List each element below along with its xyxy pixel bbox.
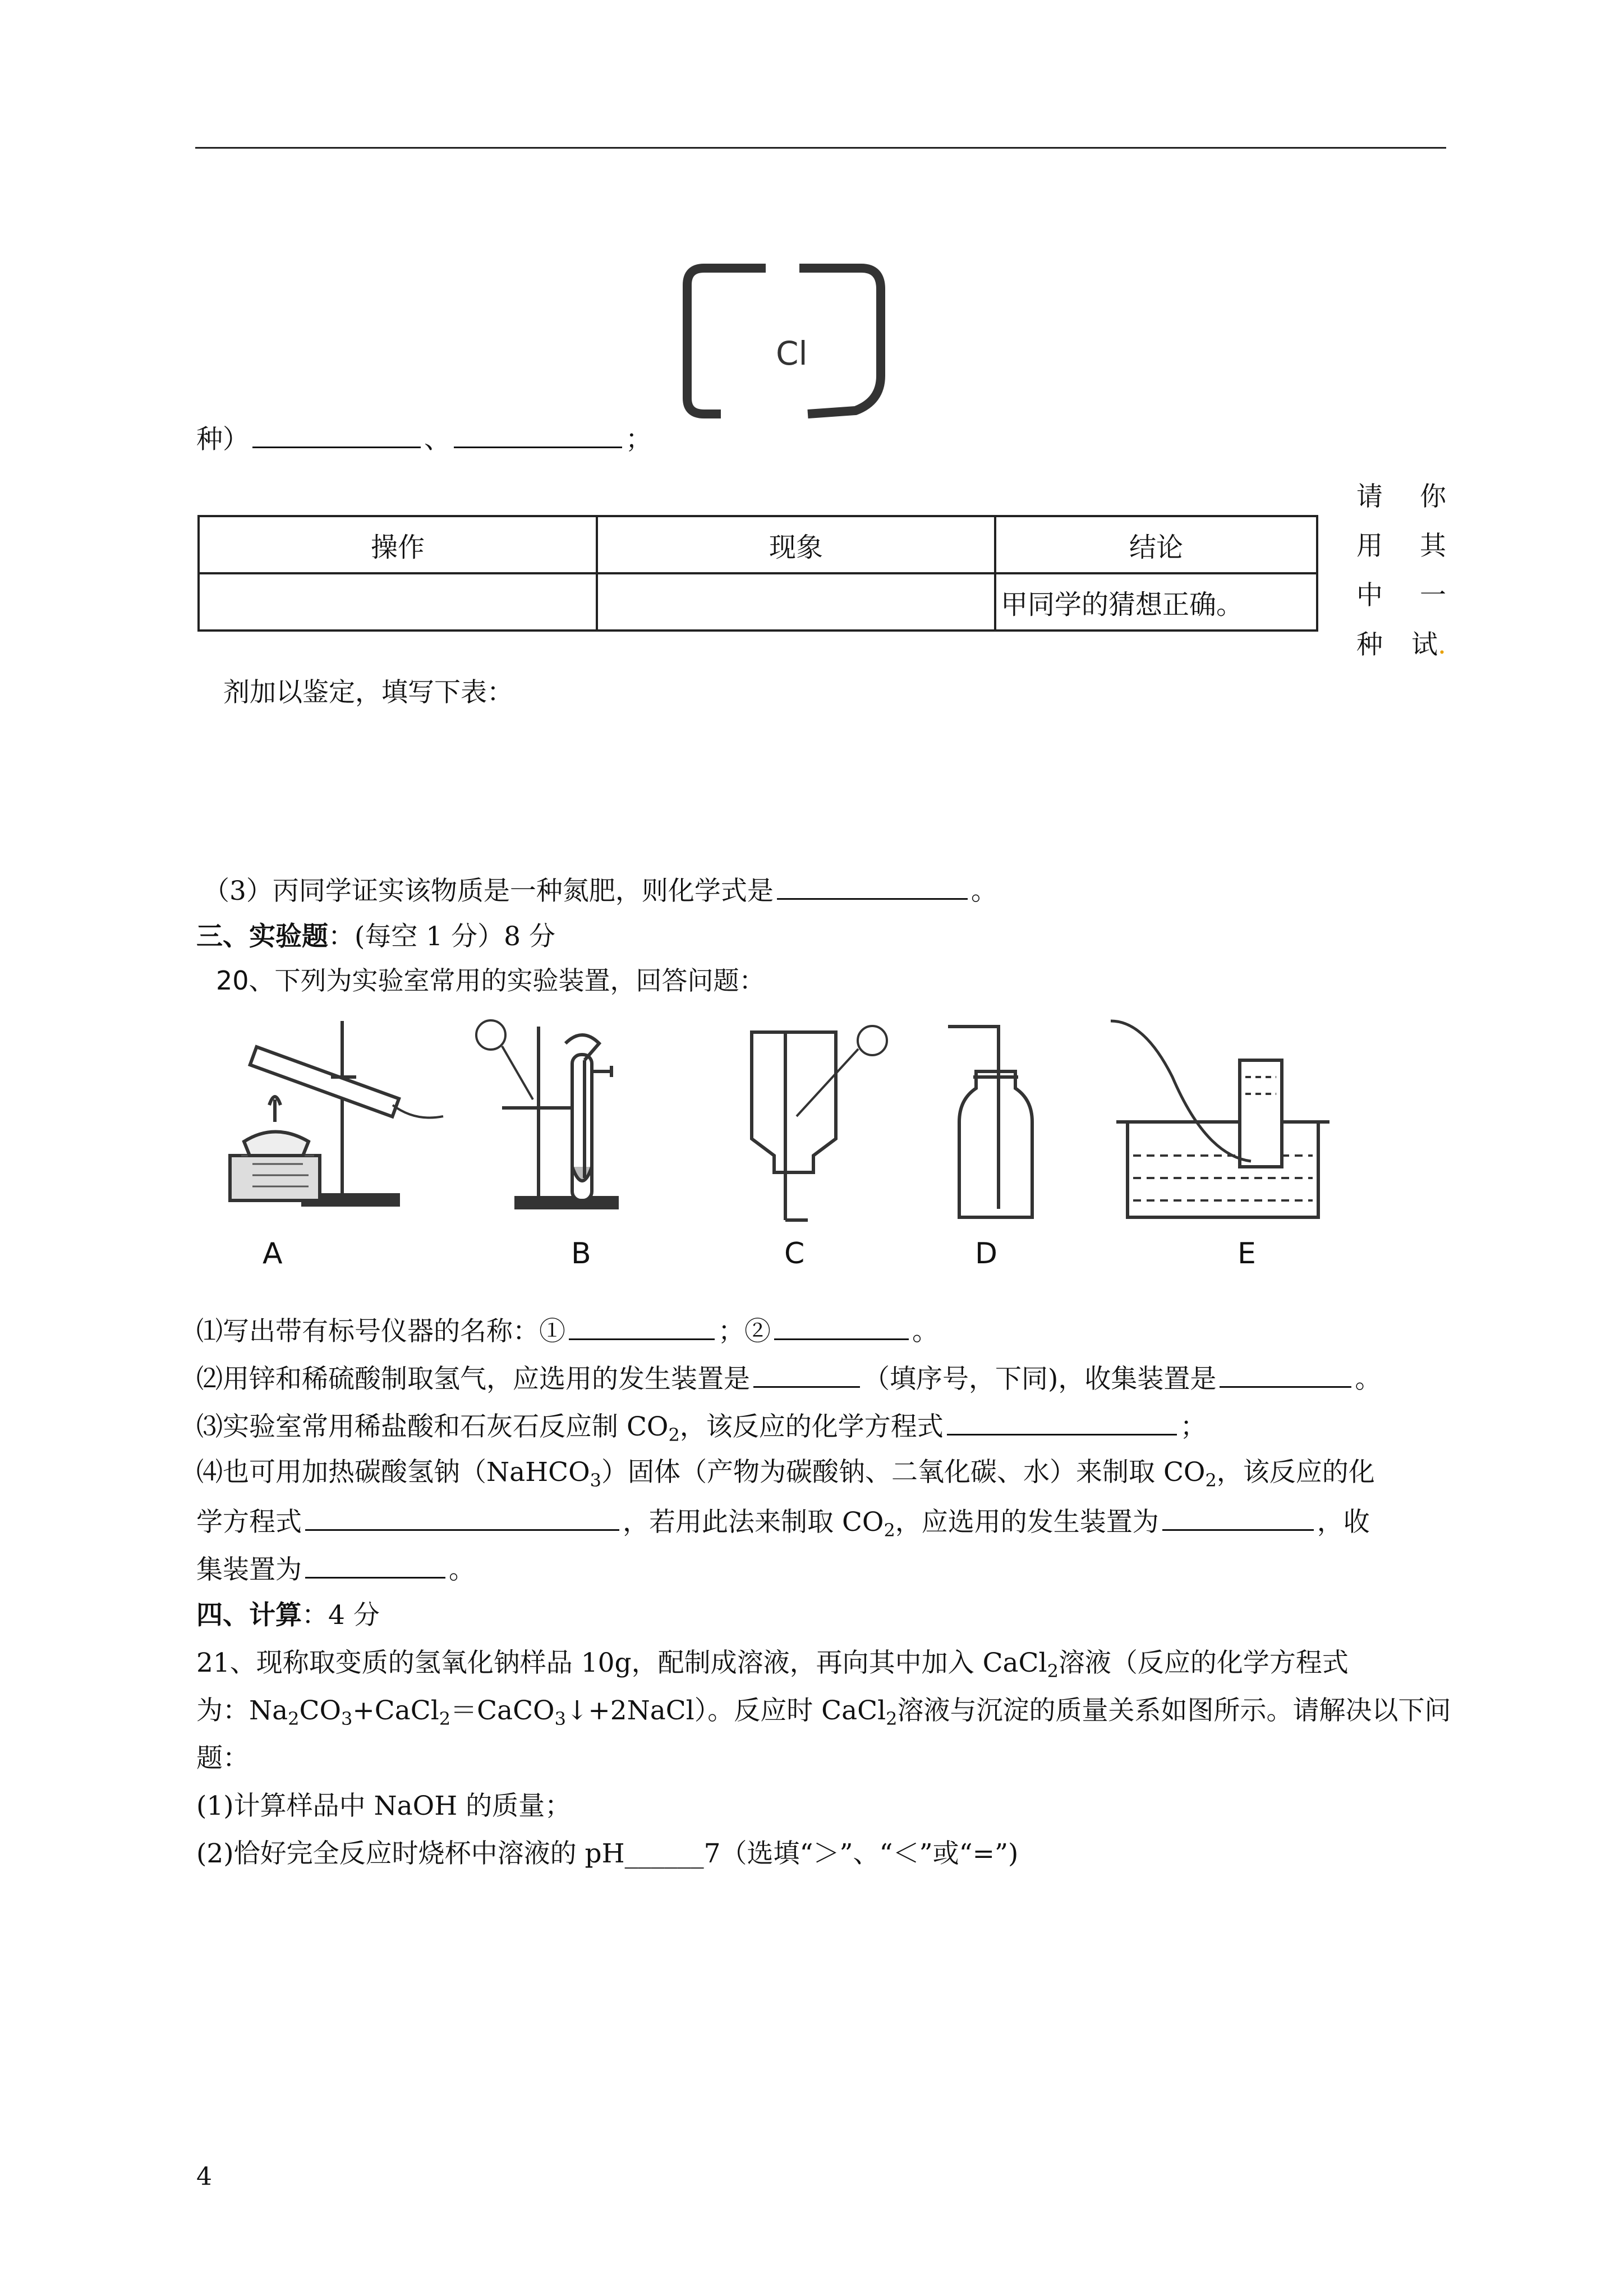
- section4-title: 四、计算: [196, 1600, 302, 1631]
- q20-p3-mid: ，该反应的化学方程式: [679, 1411, 944, 1442]
- q21-part2: (2)恰好完全反应时烧杯中溶液的 pH______7（选填“＞”、“＜”或“=”): [196, 1838, 1019, 1869]
- q20-p4-text9: 。: [449, 1554, 475, 1585]
- q20-part4-line3: [196, 1551, 475, 1587]
- q20-p2-end: 。: [1355, 1364, 1382, 1395]
- answer-blank[interactable]: [569, 1313, 715, 1340]
- q20-p4-text4: 学方程式: [196, 1507, 302, 1538]
- q20-p4-text7: ，收: [1317, 1507, 1370, 1538]
- q19-prefix: 种）: [196, 424, 249, 455]
- table-header-phenomenon: 现象: [597, 516, 995, 573]
- q19-part3-text: （3）丙同学证实该物质是一种氮肥，则化学式是: [203, 876, 774, 907]
- q20-p4-text6: ，应选用的发生装置为: [895, 1507, 1159, 1538]
- q19-after-table: 剂加以鉴定，填写下表：: [223, 677, 513, 708]
- table-header-operation: 操作: [199, 516, 597, 573]
- q20-p3-text: ⑶实验室常用稀盐酸和石灰石反应制 CO: [196, 1411, 669, 1442]
- side-char: 试: [1411, 629, 1438, 660]
- q21-l2e: ↓+2NaCl）。反应时 CaCl: [565, 1695, 886, 1726]
- q21-l2f: 溶液与沉淀的质量关系如图所示。请解决以下问: [897, 1695, 1451, 1726]
- q20-p3-end: ；: [1180, 1411, 1207, 1442]
- q19-part3-end: 。: [970, 876, 997, 907]
- answer-blank[interactable]: [305, 1503, 619, 1531]
- subscript: 3: [341, 1708, 353, 1729]
- subscript: 3: [554, 1708, 566, 1729]
- cl-label-figure: [670, 258, 906, 438]
- q20-p4-text5: ，若用此法来制取 CO: [623, 1507, 884, 1538]
- answer-blank[interactable]: [305, 1551, 445, 1579]
- subscript: 2: [886, 1708, 898, 1729]
- q20-stem: 20、下列为实验室常用的实验装置，回答问题：: [216, 965, 765, 996]
- table-header-conclusion: 结论: [995, 516, 1317, 573]
- page-number: 4: [196, 2162, 212, 2191]
- q20-p4-text3: ，该反应的化: [1216, 1457, 1375, 1488]
- side-char: 请: [1356, 481, 1383, 512]
- answer-blank[interactable]: [753, 1360, 860, 1388]
- subscript: 3: [590, 1470, 601, 1491]
- section3-title: 三、实验题: [196, 921, 328, 952]
- side-dot: .: [1438, 629, 1446, 660]
- apparatus-d-diagram: [948, 1027, 1032, 1217]
- q20-p1-mid: ；②: [718, 1316, 771, 1347]
- apparatus-label-e: E: [1237, 1237, 1256, 1271]
- q20-p1-end: 。: [912, 1316, 938, 1347]
- q20-p4-text8: 集装置为: [196, 1554, 302, 1585]
- q20-p4-text2: ）固体（产物为碳酸钠、二氧化碳、水）来制取 CO: [601, 1457, 1206, 1488]
- side-char: 中: [1356, 580, 1383, 611]
- q21-part1: (1)计算样品中 NaOH 的质量；: [196, 1791, 572, 1821]
- table-cell-conclusion: 甲同学的猜想正确。: [995, 573, 1317, 631]
- section3-score: ：(每空 1 分）8 分: [328, 921, 555, 952]
- side-char: 一: [1420, 580, 1446, 611]
- q21-line3: 题：: [196, 1743, 249, 1774]
- q19-line-top: [196, 421, 652, 457]
- q20-p2-text: ⑵用锌和稀硫酸制取氢气，应选用的发生装置是: [196, 1364, 750, 1395]
- answer-blank[interactable]: [774, 1313, 909, 1340]
- apparatus-label-b: B: [571, 1237, 591, 1271]
- q21-l2c: +CaCl: [352, 1695, 439, 1726]
- subscript: 2: [884, 1520, 895, 1541]
- q21-l2d: ＝CaCO: [450, 1695, 555, 1726]
- table-cell-operation[interactable]: [199, 573, 597, 631]
- q20-part1: [196, 1313, 938, 1349]
- subscript: 2: [288, 1708, 300, 1729]
- q21-line2: [196, 1694, 1451, 1736]
- subscript: 2: [1047, 1660, 1059, 1682]
- apparatus-label-c: C: [784, 1237, 805, 1271]
- q19-part3: [203, 872, 997, 908]
- apparatus-a-diagram: [230, 1021, 443, 1205]
- answer-blank[interactable]: [1220, 1360, 1351, 1388]
- q20-part3: [196, 1408, 1207, 1452]
- answer-blank[interactable]: [1162, 1503, 1314, 1531]
- header-rule: [195, 147, 1446, 149]
- q20-part4-line1: [196, 1456, 1375, 1497]
- q20-p4-text: ⑷也可用加热碳酸氢钠（NaHCO: [196, 1457, 590, 1488]
- cl-label-text: Cl: [776, 334, 808, 372]
- q19-sep: 、: [424, 424, 450, 455]
- apparatus-label-d: D: [975, 1237, 998, 1271]
- q20-part4-line2: [196, 1503, 1370, 1547]
- table-cell-phenomenon[interactable]: [597, 573, 995, 631]
- section3-heading: [196, 920, 555, 954]
- side-char: 种: [1356, 629, 1383, 660]
- answer-blank[interactable]: [947, 1408, 1177, 1435]
- q21-l2a: 为：Na: [196, 1695, 288, 1726]
- apparatus-e-diagram: [1111, 1021, 1329, 1217]
- side-char: 其: [1420, 531, 1446, 562]
- section4-heading: [196, 1599, 380, 1632]
- answer-blank[interactable]: [454, 421, 622, 448]
- subscript: 2: [668, 1424, 680, 1446]
- identification-table: [197, 515, 1318, 632]
- answer-blank[interactable]: [777, 872, 968, 900]
- answer-blank[interactable]: [252, 421, 421, 448]
- side-text: [1356, 472, 1446, 670]
- side-char: 用: [1356, 531, 1383, 562]
- section4-score: ：4 分: [302, 1600, 380, 1631]
- q21-l1: 21、现称取变质的氢氧化钠样品 10g，配制成溶液，再向其中加入 CaCl: [196, 1648, 1047, 1678]
- apparatus-c-diagram: [752, 1026, 887, 1220]
- q20-p1-text: ⑴写出带有标号仪器的名称：①: [196, 1316, 565, 1347]
- subscript: 2: [1205, 1470, 1217, 1491]
- subscript: 2: [439, 1708, 451, 1729]
- q21-l1b: 溶液（反应的化学方程式: [1058, 1648, 1349, 1678]
- apparatus-label-a: A: [263, 1237, 283, 1271]
- q20-part2: [196, 1360, 1381, 1396]
- q21-l2b: CO: [299, 1695, 342, 1726]
- apparatus-b-diagram: [476, 1020, 617, 1208]
- side-char: 你: [1420, 481, 1446, 512]
- apparatus-figure: [219, 1010, 1408, 1290]
- q19-end: ；: [625, 424, 652, 455]
- q20-p2-mid: （填序号，下同)，收集装置是: [863, 1364, 1217, 1395]
- q21-line1: [196, 1646, 1349, 1688]
